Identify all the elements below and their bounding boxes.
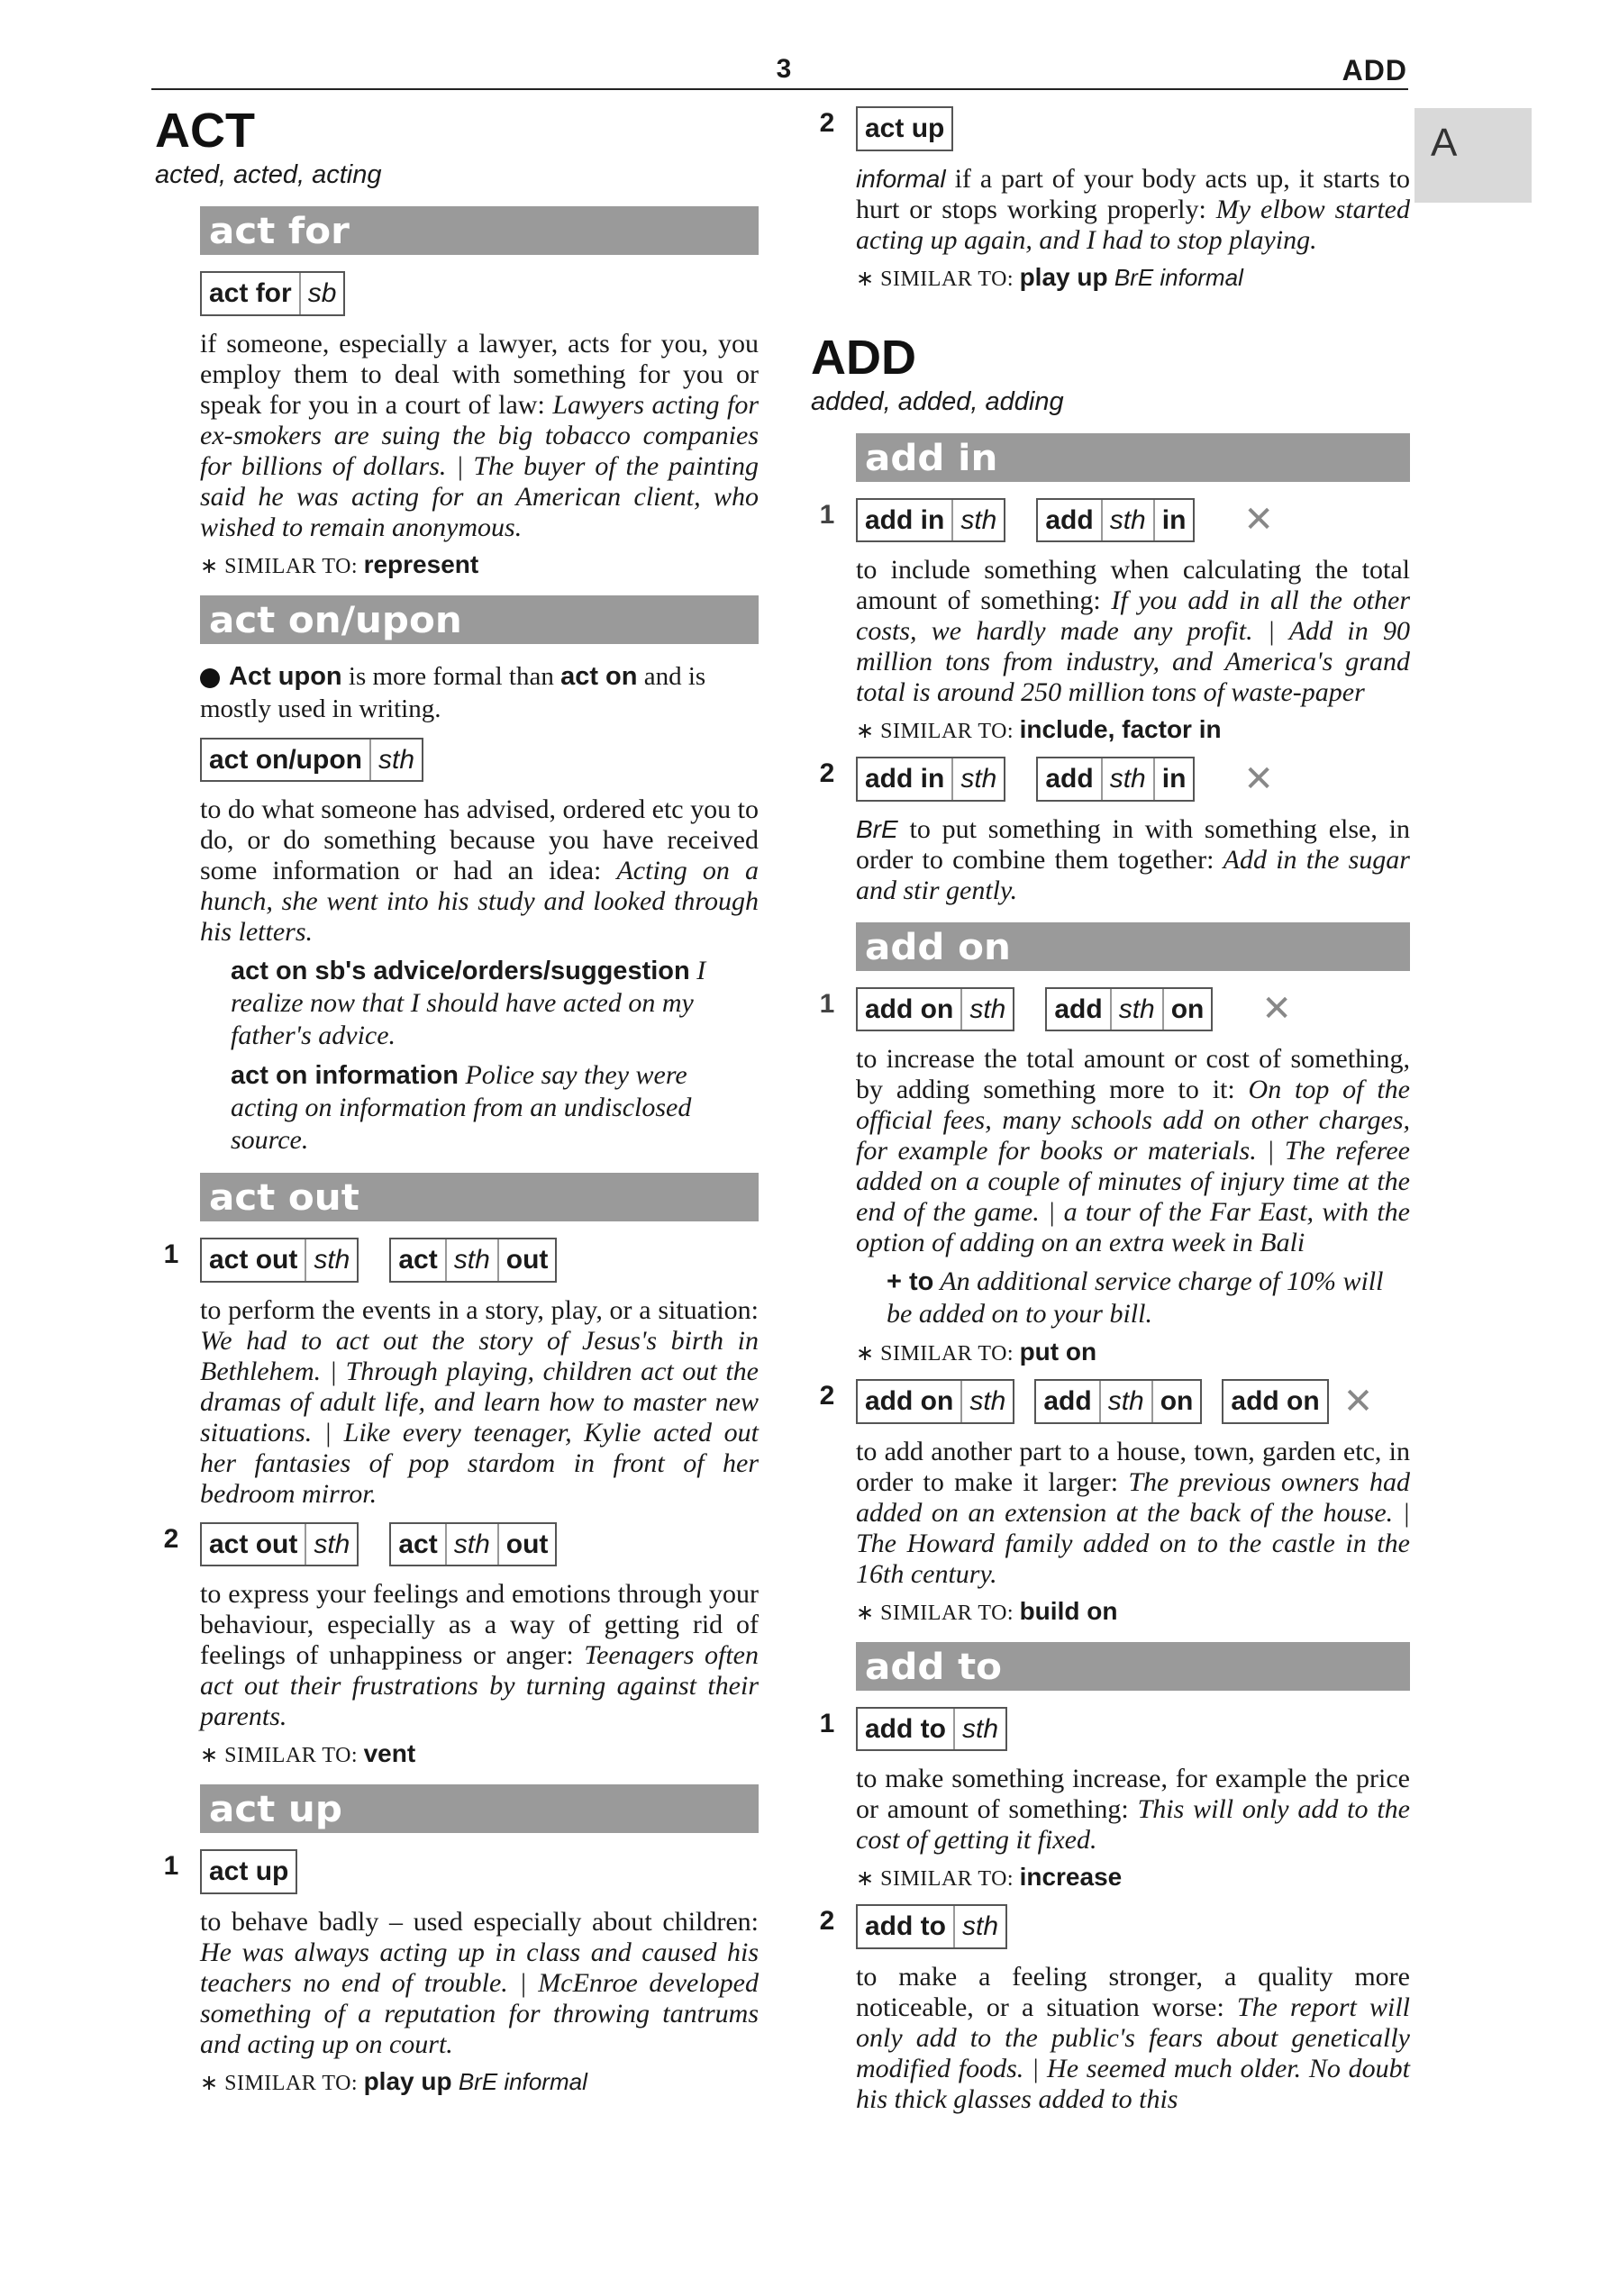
pattern-line xyxy=(819,757,1410,802)
similar-to: ∗ SIMILAR TO: play up BrE informal xyxy=(200,2066,587,2095)
pattern-line xyxy=(163,1238,759,1283)
definition: to perform the events in a story, play, or a situation: We had to act out the story of Jesus's birth in Bethlehem. | Through playing, children act out the dramas of adult life, and learn how to master new situations. | Like every teenager, Kylie acted out her fantasies of pop stardom in front of her bedroom mirror. xyxy=(200,1294,759,1509)
phrasal-band-act-on: act on/upon xyxy=(200,595,759,644)
pattern-line xyxy=(819,987,1410,1032)
pattern-box: act sth out xyxy=(389,1238,557,1283)
similar-to: ∗ SIMILAR TO: put on xyxy=(856,1338,1097,1366)
sense-number: 1 xyxy=(163,1239,179,1269)
phrasal-band-add-on: add on xyxy=(856,922,1410,971)
sense-number: 1 xyxy=(819,499,835,530)
sub-phrase: act on sb's advice/orders/suggestion I realize now that I should have acted on my father's advice. xyxy=(231,956,706,1050)
pattern-box: add in sth xyxy=(856,498,1005,543)
sense-number: 1 xyxy=(819,988,835,1019)
pattern-box: add to sth xyxy=(856,1707,1007,1752)
headword-add: ADD xyxy=(811,330,916,385)
similar-to: ∗ SIMILAR TO: build on xyxy=(856,1596,1118,1625)
pattern-line xyxy=(819,106,1410,151)
usage-note: Act upon is more formal than act on and is mostly used in writing. xyxy=(200,661,706,723)
pattern-line xyxy=(200,738,759,783)
phrasal-band-act-up: act up xyxy=(200,1784,759,1833)
sense-number: 1 xyxy=(819,1708,835,1738)
definition: to make something increase, for example the price or amount of something: This will only add to the cost of getting it fixed. xyxy=(856,1764,1410,1855)
pattern-box: add on sth xyxy=(856,987,1014,1032)
pattern-box: act out sth xyxy=(200,1238,359,1283)
definition: to express your feelings and emotions through your behaviour, especially as a way of getting rid of feelings of unhappiness or anger: Teenagers often act out their frustrations by turning against their parents. xyxy=(200,1579,759,1731)
header-rule xyxy=(151,88,1408,90)
pattern-line xyxy=(819,1379,1410,1424)
pattern-line xyxy=(163,1522,759,1567)
pattern-box: add sth on xyxy=(1034,1379,1202,1424)
verb-forms-act: acted, acted, acting xyxy=(155,160,382,189)
thumb-index-tab xyxy=(1414,108,1532,203)
definition: to include something when calculating the total amount of something: If you add in all the other costs, we hardly made any profit. | Add in 90 million tons from industry, and America's grand total is around 250 million tons of waste-paper xyxy=(856,555,1410,707)
sense-number: 2 xyxy=(163,1523,179,1554)
phrasal-band-act-for: act for xyxy=(200,206,759,255)
pattern-line xyxy=(819,1707,1410,1752)
pattern-box: add in sth xyxy=(856,757,1005,802)
guide-word: ADD xyxy=(1342,54,1407,86)
definition: to behave badly – used especially about children: He was always acting up in class and caused his teachers no end of trouble. | McEnroe developed something of a reputation for throwing tantrums and acting up on court. xyxy=(200,1906,759,2059)
definition: to do what someone has advised, ordered etc you to do, or do something because you have received some information or had an idea: Acting on a hunch, she went into his study and looked through his letters. xyxy=(200,794,759,947)
phrasal-band-add-in: add in xyxy=(856,433,1410,482)
pattern-box: add to sth xyxy=(856,1904,1007,1949)
pattern-box: add on sth xyxy=(856,1379,1014,1424)
similar-to: ∗ SIMILAR TO: play up BrE informal xyxy=(856,262,1243,291)
pattern-line xyxy=(819,1904,1410,1949)
definition: informal if a part of your body acts up, it starts to hurt or stops working properly: My elbow started acting up again, and I had to stop playing. xyxy=(856,163,1410,255)
pattern-box: act for sb xyxy=(200,271,345,316)
definition: to add another part to a house, town, garden etc, in order to make it larger: The previous owners had added on an extension at the back of the house. | The Howard family added on to the castle in the 16th century. xyxy=(856,1436,1410,1589)
pattern-box: act up xyxy=(856,106,953,151)
headword-act: ACT xyxy=(155,104,255,158)
pattern-box: add sth in xyxy=(1036,498,1195,543)
pattern-box: add sth in xyxy=(1036,757,1195,802)
page-number: 3 xyxy=(776,54,792,84)
left-column xyxy=(155,106,759,2105)
similar-to: ∗ SIMILAR TO: increase xyxy=(856,1863,1123,1891)
sense-number: 2 xyxy=(819,1381,835,1411)
pattern-box: act sth out xyxy=(389,1522,557,1567)
cross-mark-icon: ✕ xyxy=(1261,988,1292,1030)
sense-number: 2 xyxy=(819,758,835,788)
verb-forms-add: added, added, adding xyxy=(811,386,1064,416)
sense-number: 2 xyxy=(819,1906,835,1936)
pattern-box: add on xyxy=(1222,1379,1328,1424)
definition: BrE to put something in with something else, in order to combine them together: Add in the sugar and stir gently. xyxy=(856,813,1410,905)
phrasal-band-add-to: add to xyxy=(856,1642,1410,1691)
similar-to: ∗ SIMILAR TO: represent xyxy=(200,549,479,578)
definition: if someone, especially a lawyer, acts for you, you employ them to deal with something for you or speak for you in a court of law: Lawyers acting for ex-smokers are suing the big tobacco companies for billions of dollars. | The buyer of the painting said he was acting for an American client, who wished to remain anonymous. xyxy=(200,328,760,542)
pattern-box: act on/upon sth xyxy=(200,738,423,783)
pattern-line xyxy=(163,1849,759,1894)
pattern-box: add sth on xyxy=(1045,987,1213,1032)
pattern-line xyxy=(200,271,759,316)
cross-mark-icon: ✕ xyxy=(1243,499,1274,541)
right-column xyxy=(811,106,1410,2122)
sense-number: 2 xyxy=(819,108,835,138)
sub-phrase: act on information Police say they were acting on information from an undisclosed source. xyxy=(231,1060,692,1155)
pattern-box: act out sth xyxy=(200,1522,359,1567)
thumb-index-letter: A xyxy=(1431,121,1458,165)
pattern-box: act up xyxy=(200,1849,297,1894)
bullet-dot-icon xyxy=(200,668,220,688)
similar-to: ∗ SIMILAR TO: vent xyxy=(200,1739,416,1767)
similar-to: ∗ SIMILAR TO: include, factor in xyxy=(856,715,1222,743)
definition: to increase the total amount or cost of something, by adding something more to it: On top of the official fees, many schools add on other charges, for example for books or materials. | The referee added on a couple of minutes of injury time at the end of the game. | a tour of the Far East, with the option of adding on an extra week in Bali xyxy=(856,1044,1410,1257)
phrasal-band-act-out: act out xyxy=(200,1173,759,1221)
cross-mark-icon: ✕ xyxy=(1342,1380,1374,1422)
cross-mark-icon: ✕ xyxy=(1243,758,1274,800)
sense-number: 1 xyxy=(163,1851,179,1881)
pattern-line xyxy=(819,498,1410,543)
definition: to make a feeling stronger, a quality more noticeable, or a situation worse: The report will only add to the public's fears about genetically modified foods. | He seemed much older. No doubt his thick glasses added to this xyxy=(856,1961,1410,2114)
sub-phrase: + to An additional service charge of 10% will be added on to your bill. xyxy=(887,1266,1384,1329)
